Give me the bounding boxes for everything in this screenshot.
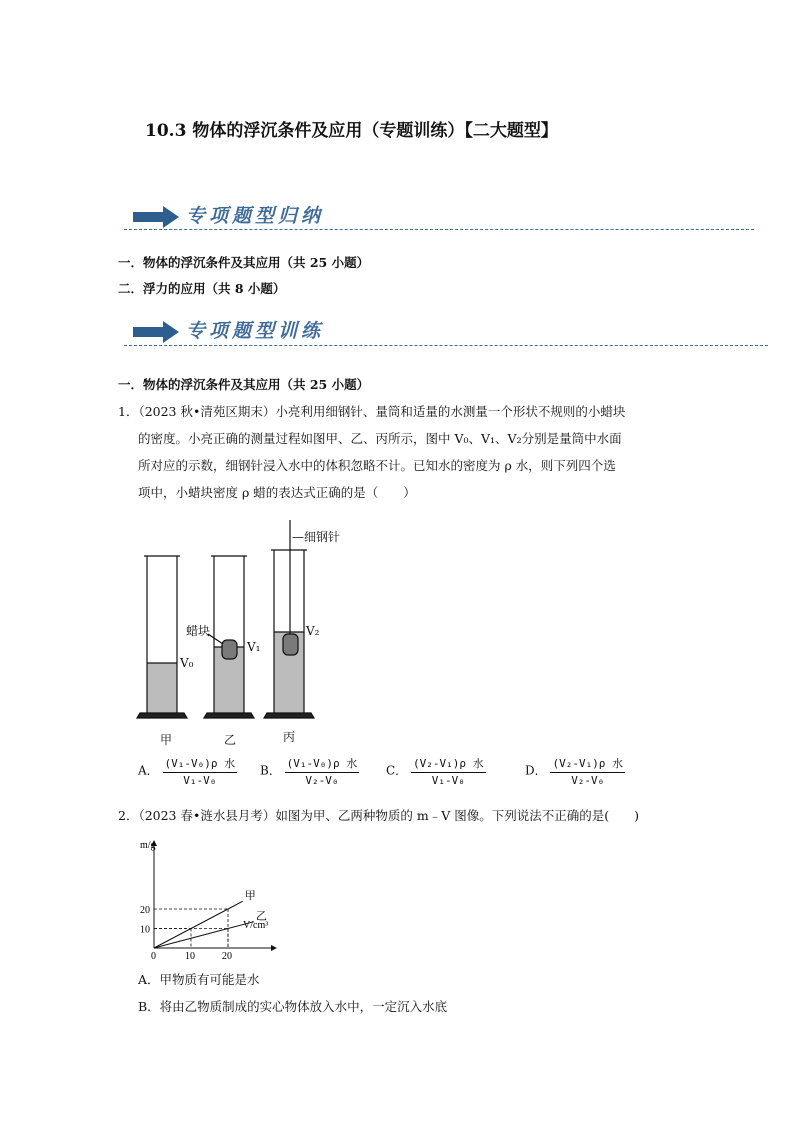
arrow-right-icon <box>133 321 181 343</box>
denominator: V₂-V₀ <box>305 774 339 787</box>
toc-item: 二．浮力的应用（共 8 小题） <box>118 281 286 296</box>
mv-chart <box>130 838 300 960</box>
arrow-right-icon <box>133 206 181 228</box>
option-b[interactable] <box>260 755 359 787</box>
y-axis-label: m/g <box>140 840 156 851</box>
numerator: (V₂-V₁)ρ 水 <box>411 755 486 773</box>
fraction <box>550 755 625 787</box>
banner-training: 专项题型训练 <box>186 320 325 342</box>
option-letter: D． <box>525 763 547 778</box>
x-tick-label: 0 <box>151 951 156 960</box>
option-a[interactable]: A．甲物质有可能是水 <box>138 972 260 987</box>
series-line-1 <box>154 901 243 948</box>
denominator: V₁-V₀ <box>183 774 217 787</box>
divider <box>124 229 754 230</box>
series-label: 甲 <box>244 889 256 903</box>
fraction <box>163 755 238 787</box>
series-line-2 <box>154 922 254 948</box>
question-text: 1．（2023 秋•清苑区期末）小亮利用细钢针、量筒和适量的水测量一个形状不规则的小蜡块 <box>118 404 626 419</box>
question-1 <box>118 398 688 506</box>
x-tick-label: 20 <box>222 951 232 960</box>
v1-label: V₁ <box>247 640 261 654</box>
numerator: (V₂-V₁)ρ 水 <box>550 755 625 773</box>
y-tick-label: 10 <box>140 924 150 936</box>
question-text: 所对应的示数，细钢针浸入水中的体积忽略不计。已知水的密度为 ρ 水，则下列四个选 <box>138 458 616 473</box>
question-text: 的密度。小亮正确的测量过程如图甲、乙、丙所示，图中 V₀、V₁、V₂分别是量筒中水面 <box>138 431 622 446</box>
fraction <box>411 755 486 787</box>
section-heading: 一．物体的浮沉条件及其应用（共 25 小题） <box>118 377 370 392</box>
caption-jia: 甲 <box>160 733 173 747</box>
page-title: 10.3 物体的浮沉条件及应用（专题训练）【二大题型】 <box>145 121 558 141</box>
caption-yi: 乙 <box>224 733 237 747</box>
option-d[interactable] <box>525 755 625 787</box>
v0-label: V₀ <box>180 656 194 670</box>
numerator: (V₁-V₀)ρ 水 <box>285 755 360 773</box>
option-a[interactable] <box>138 755 237 787</box>
option-letter: C． <box>386 763 408 778</box>
v2-label: V₂ <box>306 624 320 638</box>
series-label: 乙 <box>255 909 267 923</box>
option-letter: B． <box>260 763 281 778</box>
question-text: 项中，小蜡块密度 ρ 蜡的表达式正确的是（ ） <box>138 485 416 500</box>
divider <box>124 345 768 346</box>
needle-label: —细钢针 <box>292 530 341 544</box>
toc-item: 一．物体的浮沉条件及其应用（共 25 小题） <box>118 255 370 270</box>
numerator: (V₁-V₀)ρ 水 <box>163 755 238 773</box>
denominator: V₁-V₀ <box>431 774 465 787</box>
x-tick-label: 10 <box>185 951 195 960</box>
x-axis-arrow <box>271 945 277 951</box>
cylinders-figure <box>130 520 370 725</box>
option-letter: A． <box>138 763 159 778</box>
denominator: V₂-V₀ <box>571 774 605 787</box>
question-2-text: 2．（2023 春•涟水县月考）如图为甲、乙两种物质的 m﹣V 图像。下列说法不正确的是( ) <box>118 808 639 823</box>
y-tick-label: 20 <box>140 905 150 916</box>
option-c[interactable] <box>386 755 486 787</box>
wax-label: 蜡块 <box>186 624 211 638</box>
caption-bing: 丙 <box>283 730 296 744</box>
fraction <box>285 755 360 787</box>
option-b[interactable]: B．将由乙物质制成的实心物体放入水中，一定沉入水底 <box>138 999 448 1014</box>
banner-summary: 专项题型归纳 <box>186 205 325 227</box>
x-axis-label: V/cm³ <box>243 920 269 931</box>
